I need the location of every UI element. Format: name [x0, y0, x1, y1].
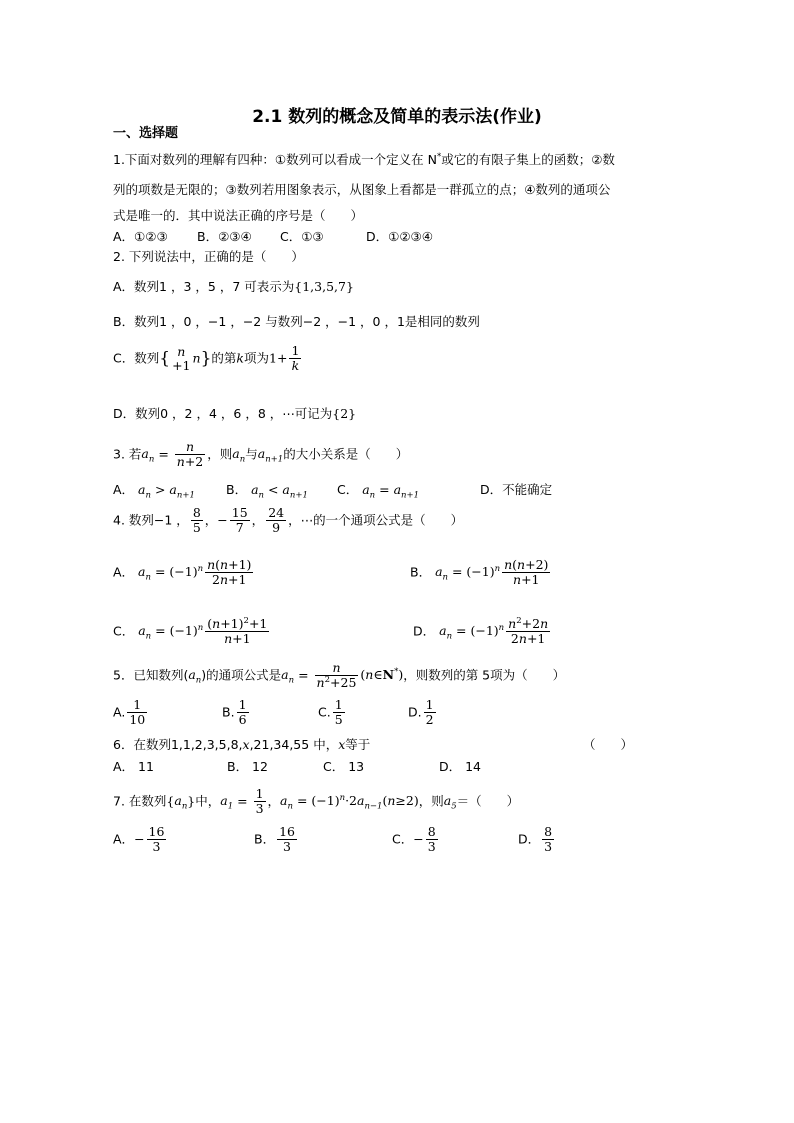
fraction: $\frac{1}{2}$ [425, 697, 434, 728]
fraction: n +1 [172, 344, 191, 373]
q7-option-d: D． $\frac{8}{3}$ [518, 824, 553, 855]
fraction: $\frac{24}{9}$ [268, 505, 285, 536]
q1-option-d: D．①②③④ [366, 229, 433, 244]
q3-option-a: A． $a_n > a_{n+1}$ [113, 482, 195, 501]
q5-option-b: B. $\frac{1}{6}$ [222, 697, 247, 728]
q6-option-d: D． 14 [439, 759, 482, 774]
question-3-stem: 3. 若$a_n$ = $\frac{n}{n+2}$ ，则$a_n$与$a_{n+1}$的大小关系是（ ） [113, 439, 409, 470]
q3-option-b: B． $a_n < a_{n+1}$ [226, 482, 308, 501]
fraction: $\frac{8}{5}$ [192, 505, 201, 536]
q1-option-a: A．①②③ [113, 229, 168, 244]
question-6-answer-paren: （ ） [583, 737, 634, 752]
question-2-stem: 2. 下列说法中，正确的是（ ） [113, 249, 304, 264]
question-1-line-3: 式是唯一的．其中说法正确的序号是（ ） [113, 208, 364, 223]
q4-option-a: A． $a_n = (-1)^n$ $\frac{n(n+1)}{2n+1}$ [113, 557, 252, 588]
fraction: $\frac{n(n+2)}{n+1}$ [504, 557, 549, 588]
q5-option-d: D. $\frac{1}{2}$ [408, 697, 434, 728]
fraction: $\frac{1}{5}$ [334, 697, 343, 728]
q6-option-b: B． 12 [227, 759, 268, 774]
fraction: $\frac{16}{3}$ [279, 824, 295, 855]
q5-option-c: C. $\frac{1}{5}$ [318, 697, 343, 728]
q1-option-c: C．①③ [280, 229, 324, 244]
fraction: $\frac{8}{3}$ [544, 824, 553, 855]
q7-option-c: C．− $\frac{8}{3}$ [392, 824, 436, 855]
question-7-stem: 7. 在数列$\{a_n\}$中，$a_1$ = $\frac{1}{3}$ ，$a_n = (-1)^n\cdot 2a_{n-1}(n\ge 2)$，则$a_5=$（ ） [113, 786, 520, 817]
q7-option-a: A．− $\frac{16}{3}$ [113, 824, 165, 855]
question-5-stem: 5．已知数列$(a_n)$的通项公式是$a_n$ = $\frac{n}{n^2+25}$ (n∈N*)，则数列的第 5项为（ ） [113, 660, 566, 691]
q4-option-c: C． $a_n = (-1)^n$ $\frac{(n+1)^2+1}{n+1}$ [113, 615, 268, 647]
q4-option-b: B． $a_n = (-1)^n$ $\frac{n(n+2)}{n+1}$ [410, 557, 549, 588]
fraction: $\frac{(n+1)^2+1}{n+1}$ [207, 615, 268, 647]
fraction: $\frac{1}{k}$ [291, 343, 300, 374]
question-4-stem: 4. 数列−1 ， $\frac{8}{5}$ ，− $\frac{15}{7}$ ， $\frac{24}{9}$ ，⋯的一个通项公式是（ ） [113, 505, 464, 536]
fraction: $\frac{16}{3}$ [148, 824, 165, 855]
fraction: $\frac{n}{n^2+25}$ [316, 660, 357, 691]
question-1-line-1: 1.下面对数列的理解有四种：①数列可以看成一个定义在 N*或它的有限子集上的函数；②数 [113, 151, 615, 167]
question-6-stem: 6．在数列1,1,2,3,5,8,x,21,34,55 中，x等于 [113, 737, 371, 752]
fraction: $\frac{n}{n+2}$ [176, 439, 204, 470]
page-title: 2.1 数列的概念及简单的表示法(作业) [252, 107, 542, 127]
fraction: $\frac{15}{7}$ [231, 505, 248, 536]
q3-option-d: D．不能确定 [480, 482, 553, 497]
fraction: $\frac{1}{6}$ [238, 697, 247, 728]
q2-option-a: A．数列1 ，3 ，5 ，7 可表示为{1,3,5,7} [113, 279, 354, 294]
q6-option-a: A． 11 [113, 759, 154, 774]
fraction: $\frac{8}{3}$ [427, 824, 436, 855]
q2-option-b: B．数列1 ，0 ，−1 ，−2 与数列−2 ，−1 ，0 ，1是相同的数列 [113, 314, 480, 329]
q4-option-d: D． $a_n = (-1)^n$ $\frac{n^2+2n}{2n+1}$ [413, 615, 549, 647]
q3-option-c: C． $a_n = a_{n+1}$ [337, 482, 420, 501]
q2-option-d: D．数列0 ，2 ，4 ，6 ，8 ，⋯可记为{2} [113, 406, 357, 421]
section-heading: 一、选择题 [113, 126, 179, 141]
fraction: $\frac{n(n+1)}{2n+1}$ [207, 557, 252, 588]
q5-option-a: A. $\frac{1}{10}$ [113, 697, 146, 728]
fraction: $\frac{n^2+2n}{2n+1}$ [508, 615, 549, 647]
q1-option-b: B．②③④ [197, 229, 252, 244]
fraction: $\frac{1}{10}$ [129, 697, 146, 728]
question-1-line-2: 列的项数是无限的；③数列若用图象表示，从图象上看都是一群孤立的点；④数列的通项公 [113, 182, 611, 197]
q2-option-c: C．数列{ n +1 n}的第k项为1+ $\frac{1}{k}$ [113, 343, 300, 374]
fraction: $\frac{1}{3}$ [255, 786, 264, 817]
q7-option-b: B． $\frac{16}{3}$ [254, 824, 295, 855]
q6-option-c: C． 13 [323, 759, 365, 774]
